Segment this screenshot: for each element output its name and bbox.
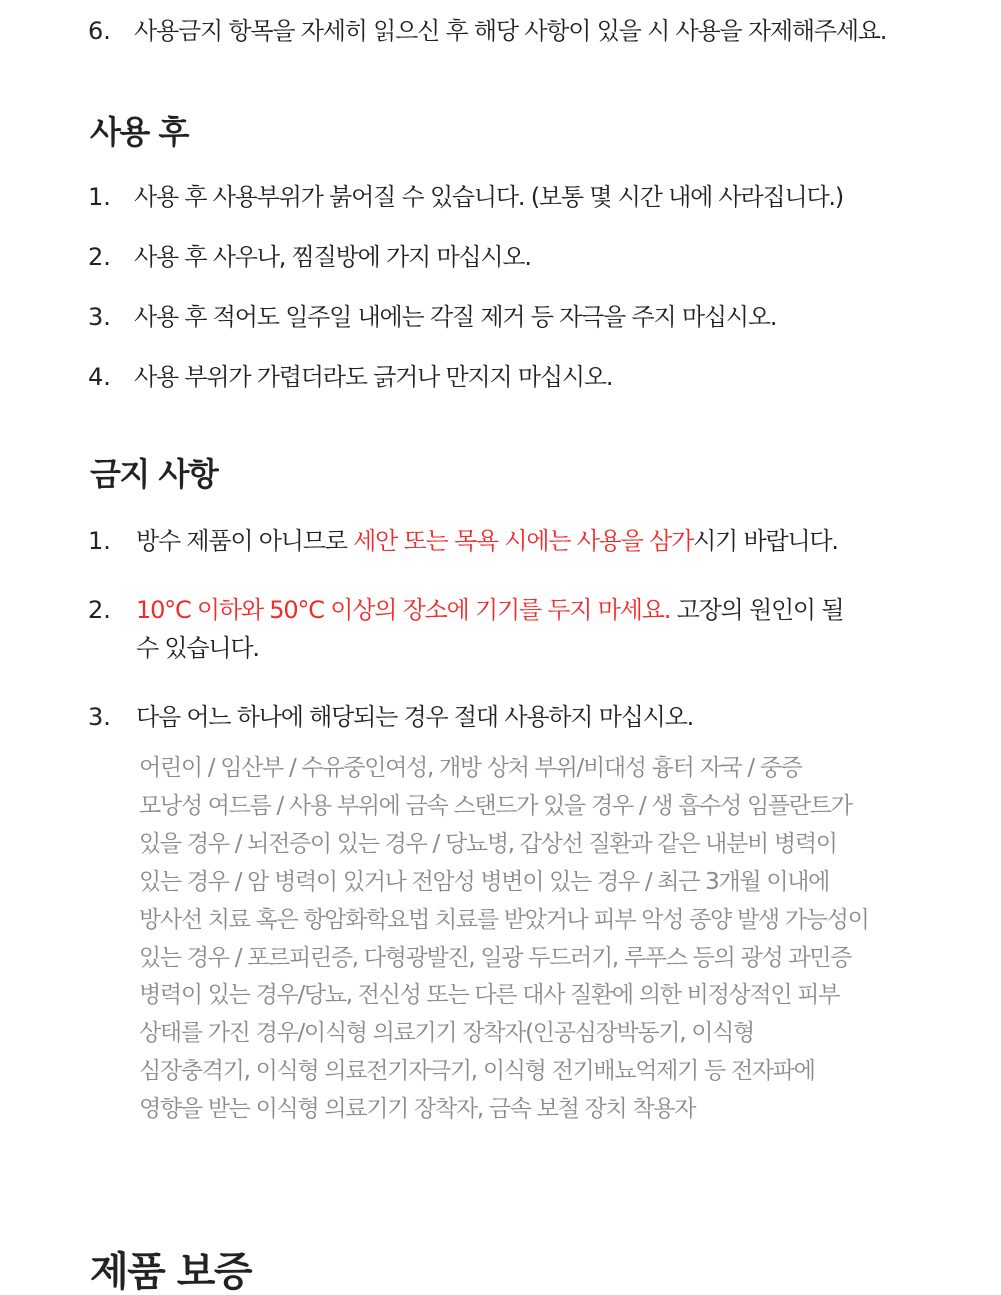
prohibition-item-1 [88, 522, 968, 560]
detail-line: 영향을 받는 이식형 의료기기 장착자, 금속 보철 장치 착용자 [139, 1096, 696, 1123]
after-use-item-3 [88, 298, 968, 336]
list-number: 2. [88, 596, 111, 624]
text-segment: 시기 바랍니다. [693, 527, 838, 555]
list-number: 4. [88, 363, 111, 391]
detail-line: 있을 경우 / 뇌전증이 있는 경우 / 당뇨병, 갑상선 질환과 같은 내분비 병력이 [139, 830, 837, 857]
list-item-text [136, 522, 838, 560]
section-heading-after-use: 사용 후 [90, 113, 188, 151]
after-use-item-4 [88, 358, 968, 396]
detail-line: 방사선 치료 혹은 항암화학요법 치료를 받았거나 피부 악성 종양 발생 가능성이 [139, 906, 869, 933]
detail-line: 모낭성 여드름 / 사용 부위에 금속 스탠드가 있을 경우 / 생 흡수성 임플란트가 [139, 792, 852, 819]
list-item-text: 사용금지 항목을 자세히 읽으신 후 해당 사항이 있을 시 사용을 자제해주세요. [134, 17, 887, 45]
detail-line: 상태를 가진 경우/이식형 의료기기 장착자(인공심장박동기, 이식형 [139, 1020, 754, 1047]
list-item-text [136, 591, 843, 667]
list-item-text: 사용 후 적어도 일주일 내에는 각질 제거 등 자극을 주지 마십시오. [134, 303, 777, 331]
text-segment: 방수 제품이 아니므로 [136, 527, 354, 555]
contraindication-list [139, 750, 899, 1129]
section-heading-warranty: 제품 보증 [90, 1249, 251, 1295]
list-item-text: 사용 후 사우나, 찜질방에 가지 마십시오. [134, 243, 531, 271]
precaution-item-6 [88, 12, 968, 50]
detail-line: 병력이 있는 경우/당뇨, 전신성 또는 다른 대사 질환에 의한 비정상적인 피부 [139, 982, 840, 1009]
list-item-text: 사용 부위가 가렵더라도 긁거나 만지지 마십시오. [134, 363, 613, 391]
after-use-item-1 [88, 178, 968, 216]
after-use-item-2 [88, 238, 968, 276]
list-item-text: 사용 후 사용부위가 붉어질 수 있습니다. (보통 몇 시간 내에 사라집니다.) [134, 183, 844, 211]
detail-line: 있는 경우 / 암 병력이 있거나 전암성 병변이 있는 경우 / 최근 3개월 이내에 [139, 868, 830, 895]
section-heading-prohibitions: 금지 사항 [90, 455, 218, 493]
warning-highlight: 10°C 이하와 50°C 이상의 장소에 기기를 두지 마세요. [136, 596, 671, 624]
list-number: 6. [88, 17, 111, 45]
list-number: 1. [88, 183, 111, 211]
detail-line: 심장충격기, 이식형 의료전기자극기, 이식형 전기배뇨억제기 등 전자파에 [139, 1058, 815, 1085]
text-segment: 수 있습니다. [136, 634, 259, 662]
list-number: 3. [88, 703, 111, 731]
list-number: 2. [88, 243, 111, 271]
warning-highlight: 세안 또는 목욕 시에는 사용을 삼가 [353, 527, 694, 555]
prohibition-item-2 [88, 591, 968, 667]
list-item-text: 다음 어느 하나에 해당되는 경우 절대 사용하지 마십시오. [136, 703, 694, 731]
detail-line: 있는 경우 / 포르피린증, 다형광발진, 일광 두드러기, 루푸스 등의 광성 과민증 [139, 944, 852, 971]
text-segment: 고장의 원인이 될 [670, 596, 844, 624]
prohibition-item-3 [88, 698, 968, 736]
detail-line: 어린이 / 임산부 / 수유중인여성, 개방 상처 부위/비대성 흉터 자국 / 중증 [139, 755, 802, 781]
list-number: 3. [88, 303, 111, 331]
list-number: 1. [88, 527, 111, 555]
